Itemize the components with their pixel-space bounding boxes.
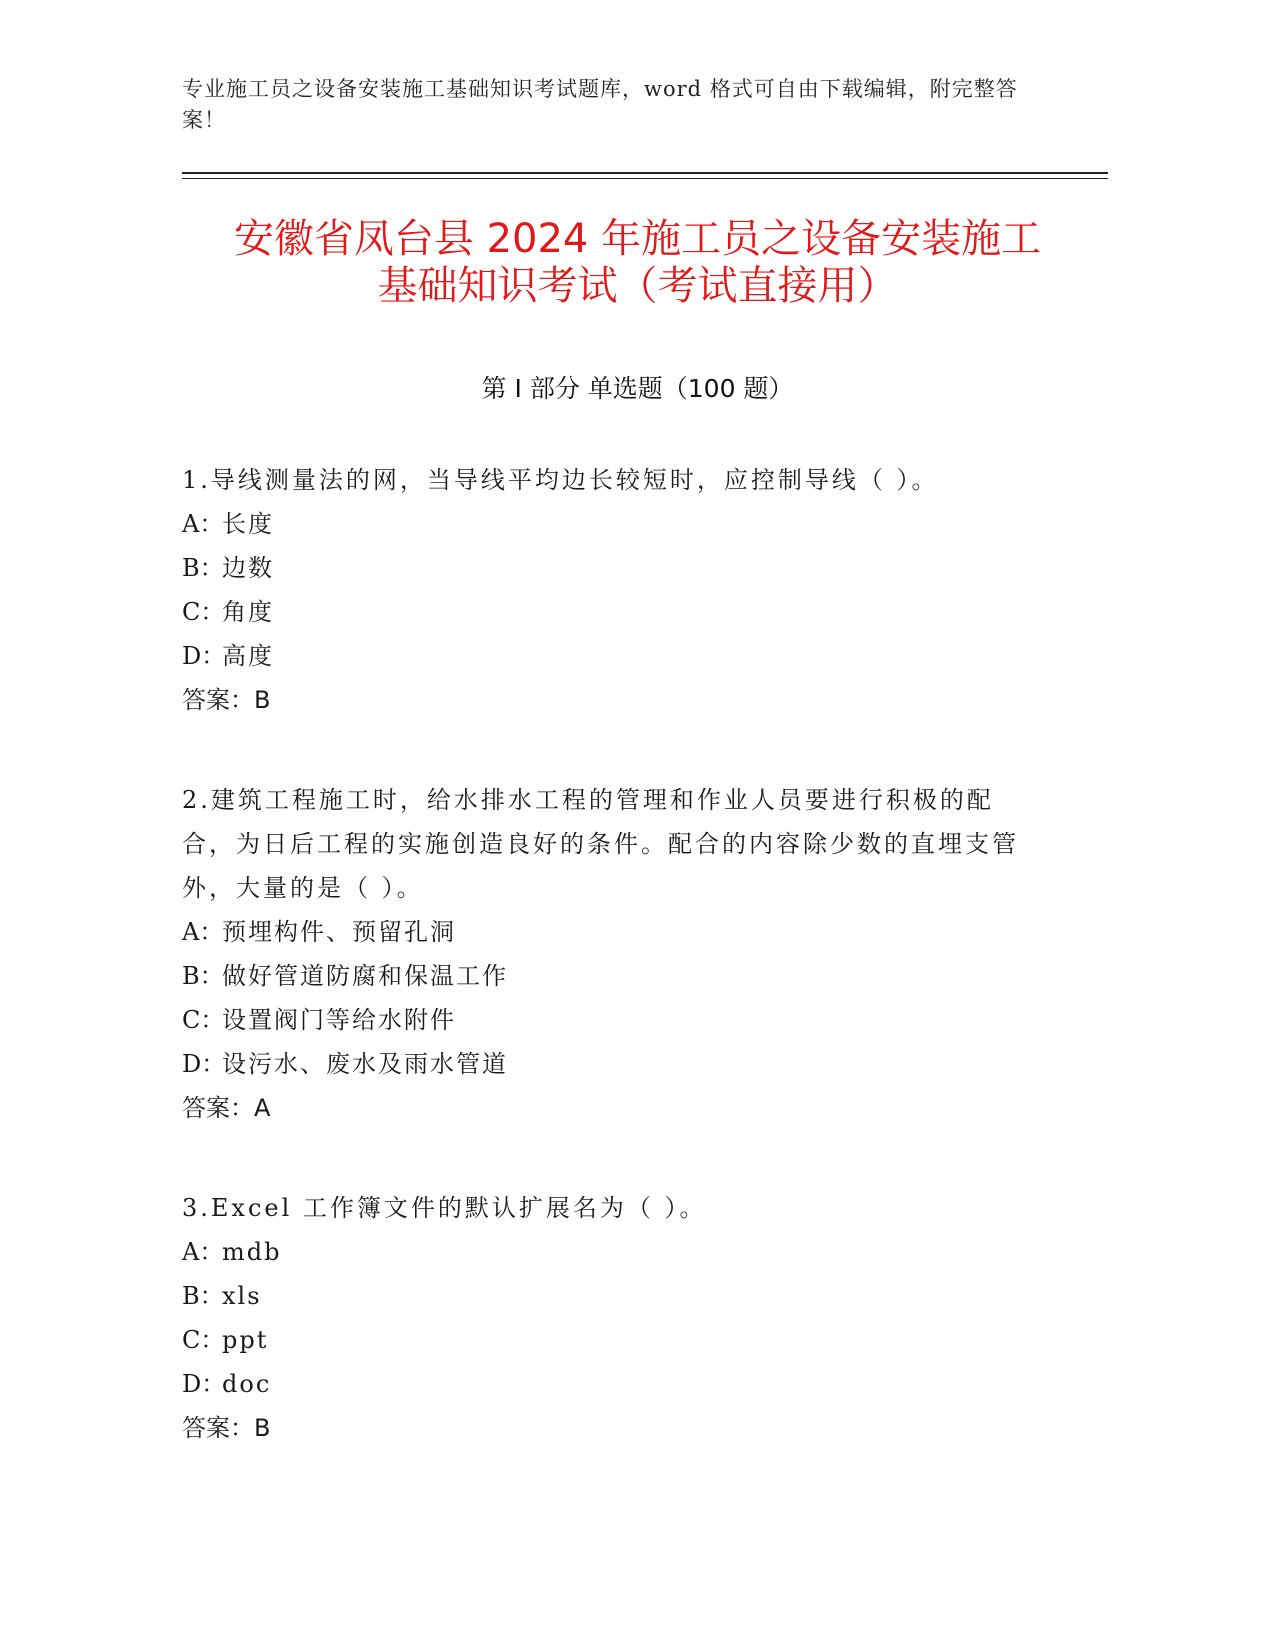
question-1 bbox=[182, 458, 1042, 722]
document-title bbox=[150, 216, 1125, 310]
document-title-line-2: 基础知识考试（考试直接用） bbox=[377, 263, 898, 309]
option-c bbox=[182, 590, 1042, 634]
option-key: A： bbox=[182, 918, 224, 946]
option-text: 高度 bbox=[222, 642, 274, 670]
option-c bbox=[182, 998, 1042, 1042]
answer-line: 答案：A bbox=[182, 1094, 271, 1122]
question-2 bbox=[182, 778, 1042, 1130]
header-rule-thin bbox=[182, 178, 1108, 179]
option-key: B： bbox=[182, 554, 224, 582]
question-list bbox=[182, 458, 1042, 1450]
option-d bbox=[182, 1042, 1042, 1086]
option-text: 设置阀门等给水附件 bbox=[222, 1006, 456, 1034]
option-text: xls bbox=[222, 1282, 262, 1310]
option-key: D： bbox=[182, 642, 226, 670]
option-c bbox=[182, 1318, 1042, 1362]
option-b bbox=[182, 546, 1042, 590]
section-title: 第 I 部分 单选题（100 题） bbox=[481, 374, 794, 403]
header-rule-thick bbox=[182, 172, 1108, 174]
option-key: A： bbox=[182, 510, 224, 538]
option-a bbox=[182, 910, 1042, 954]
option-d bbox=[182, 1362, 1042, 1406]
question-stem: 3.Excel 工作簿文件的默认扩展名为（ ）。 bbox=[182, 1194, 707, 1222]
option-key: C： bbox=[182, 598, 225, 626]
answer-line: 答案：B bbox=[182, 1414, 271, 1442]
option-key: A： bbox=[182, 1238, 224, 1266]
option-text: 设污水、废水及雨水管道 bbox=[222, 1050, 508, 1078]
option-text: 角度 bbox=[222, 598, 274, 626]
question-stem: 1.导线测量法的网，当导线平均边长较短时，应控制导线（ ）。 bbox=[182, 466, 939, 494]
option-key: D： bbox=[182, 1370, 226, 1398]
option-b bbox=[182, 954, 1042, 998]
question-3 bbox=[182, 1186, 1042, 1450]
answer-line: 答案：B bbox=[182, 686, 271, 714]
option-text: ppt bbox=[222, 1326, 269, 1354]
option-b bbox=[182, 1274, 1042, 1318]
option-text: 边数 bbox=[222, 554, 274, 582]
option-text: 预埋构件、预留孔洞 bbox=[222, 918, 456, 946]
question-stem: 2.建筑工程施工时，给水排水工程的管理和作业人员要进行积极的配合，为日后工程的实施创造良好的条件。配合的内容除少数的直埋支管外，大量的是（ ）。 bbox=[182, 786, 1019, 902]
option-text: mdb bbox=[222, 1238, 282, 1266]
option-text: 做好管道防腐和保温工作 bbox=[222, 962, 508, 990]
option-text: doc bbox=[222, 1370, 272, 1398]
header-note: 专业施工员之设备安装施工基础知识考试题库，word 格式可自由下载编辑，附完整答案！ bbox=[182, 77, 1018, 132]
option-key: B： bbox=[182, 1282, 224, 1310]
option-key: C： bbox=[182, 1326, 225, 1354]
option-key: D： bbox=[182, 1050, 226, 1078]
document-title-line-1: 安徽省凤台县 2024 年施工员之设备安装施工 bbox=[233, 216, 1042, 262]
option-a bbox=[182, 1230, 1042, 1274]
option-a bbox=[182, 502, 1042, 546]
option-d bbox=[182, 634, 1042, 678]
option-key: B： bbox=[182, 962, 224, 990]
option-text: 长度 bbox=[222, 510, 274, 538]
option-key: C： bbox=[182, 1006, 225, 1034]
